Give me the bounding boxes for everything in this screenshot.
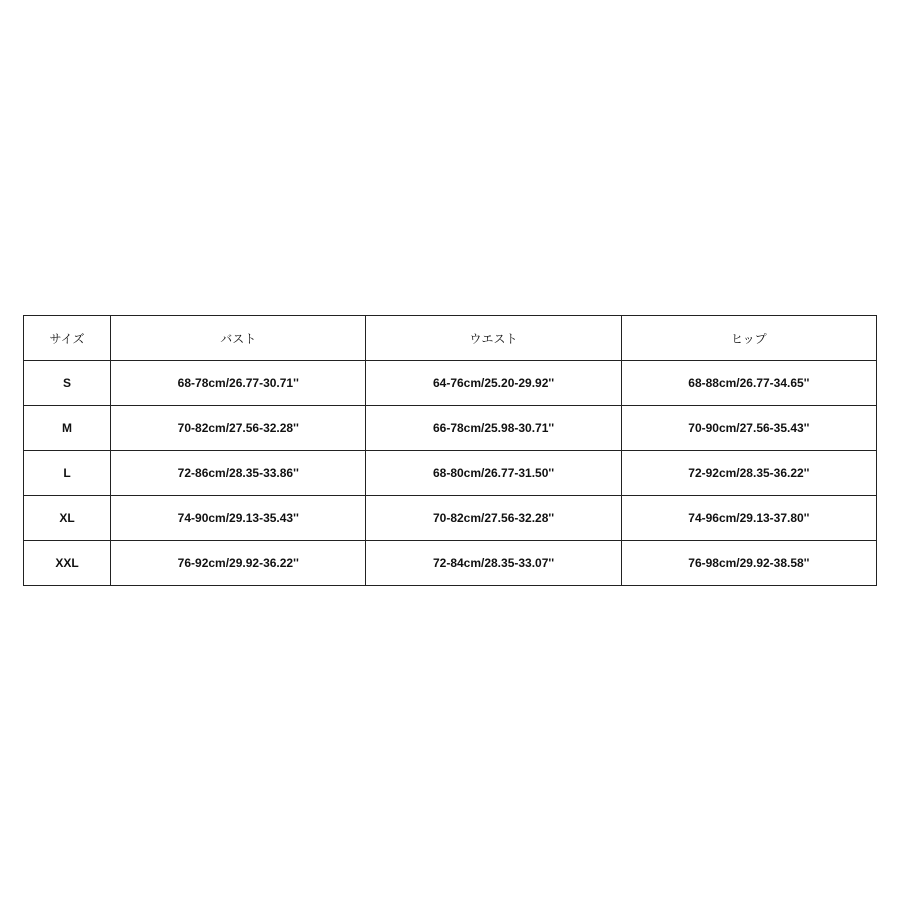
waist-cell: 64-76cm/25.20-29.92'' xyxy=(366,361,621,406)
bust-cell: 68-78cm/26.77-30.71'' xyxy=(111,361,366,406)
header-hip: ヒップ xyxy=(621,316,876,361)
table-row xyxy=(24,496,877,541)
size-cell: XXL xyxy=(24,541,111,586)
hip-cell: 72-92cm/28.35-36.22'' xyxy=(621,451,876,496)
size-cell: XL xyxy=(24,496,111,541)
waist-cell: 66-78cm/25.98-30.71'' xyxy=(366,406,621,451)
bust-cell: 70-82cm/27.56-32.28'' xyxy=(111,406,366,451)
bust-cell: 74-90cm/29.13-35.43'' xyxy=(111,496,366,541)
hip-cell: 76-98cm/29.92-38.58'' xyxy=(621,541,876,586)
size-cell: S xyxy=(24,361,111,406)
hip-cell: 74-96cm/29.13-37.80'' xyxy=(621,496,876,541)
hip-cell: 68-88cm/26.77-34.65'' xyxy=(621,361,876,406)
size-cell: M xyxy=(24,406,111,451)
header-waist: ウエスト xyxy=(366,316,621,361)
bust-cell: 72-86cm/28.35-33.86'' xyxy=(111,451,366,496)
waist-cell: 68-80cm/26.77-31.50'' xyxy=(366,451,621,496)
header-size: サイズ xyxy=(24,316,111,361)
table-row xyxy=(24,541,877,586)
waist-cell: 72-84cm/28.35-33.07'' xyxy=(366,541,621,586)
bust-cell: 76-92cm/29.92-36.22'' xyxy=(111,541,366,586)
size-chart-table xyxy=(23,315,877,586)
table-row xyxy=(24,406,877,451)
table-row xyxy=(24,451,877,496)
table-header-row xyxy=(24,316,877,361)
hip-cell: 70-90cm/27.56-35.43'' xyxy=(621,406,876,451)
waist-cell: 70-82cm/27.56-32.28'' xyxy=(366,496,621,541)
table-row xyxy=(24,361,877,406)
header-bust: バスト xyxy=(111,316,366,361)
size-cell: L xyxy=(24,451,111,496)
